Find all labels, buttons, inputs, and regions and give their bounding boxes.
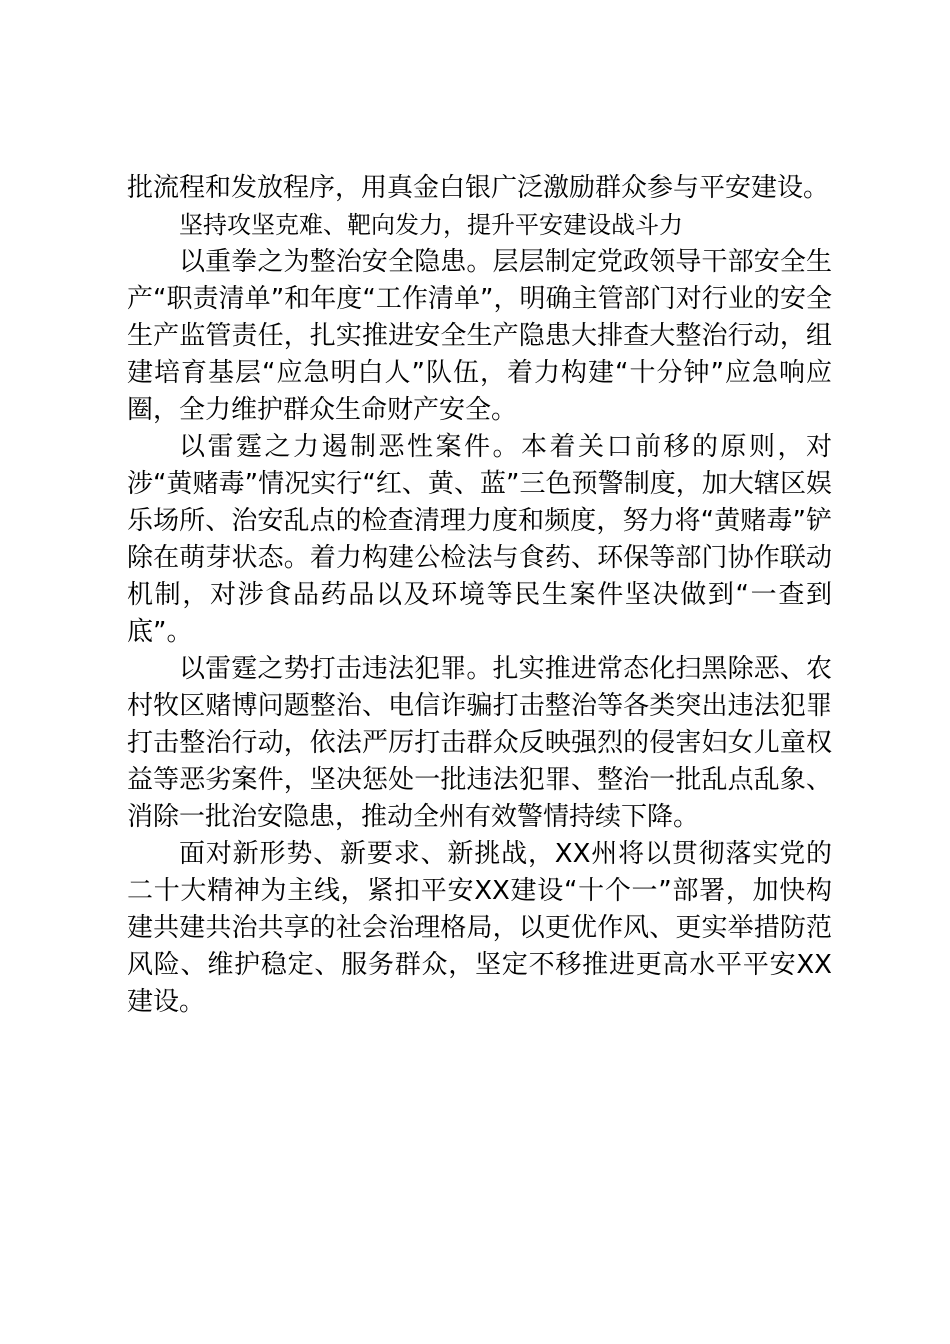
paragraph-safety-hazards: 以重拳之为整治安全隐患。层层制定党政领导干部安全生产“职责清单”和年度“工作清单”，明确主管部门对行业的安全生产监管责任，扎实推进安全生产隐患大排查大整治行动，组建培育基层“应急明白人”队伍，着力构建“十分钟”应急响应圈，全力维护群众生命财产安全。	[127, 247, 832, 425]
paragraph-crime-crackdown: 以雷霆之势打击违法犯罪。扎实推进常态化扫黑除恶、农村牧区赌博问题整治、电信诈骗打击整治等各类突出违法犯罪打击整治行动，依法严厉打击群众反映强烈的侵害妇女儿童权益等恶劣案件，坚决惩处一批违法犯罪、整治一批乱点乱象、消除一批治安隐患，推动全州有效警情持续下降。	[127, 654, 832, 832]
paragraph-continuation: 批流程和发放程序，用真金白银广泛激励群众参与平安建设。	[127, 173, 830, 203]
section-heading: 坚持攻坚克难、靶向发力，提升平安建设战斗力	[179, 211, 683, 239]
document-body	[127, 170, 832, 1021]
paragraph-vicious-cases: 以雷霆之力遏制恶性案件。本着关口前移的原则，对涉“黄赌毒”情况实行“红、黄、蓝”三色预警制度，加大辖区娱乐场所、治安乱点的检查清理力度和频度，努力将“黄赌毒”铲除在萌芽状态。着力构建公检法与食药、环保等部门协作联动机制，对涉食品药品以及环境等民生案件坚决做到“一查到底”。	[127, 432, 832, 647]
paragraph-conclusion: 面对新形势、新要求、新挑战，XX州将以贯彻落实党的二十大精神为主线，紧扣平安XX建设“十个一”部署，加快构建共建共治共享的社会治理格局，以更优作风、更实举措防范风险、维护稳定、服务群众，坚定不移推进更高水平平安XX建设。	[127, 839, 832, 1017]
